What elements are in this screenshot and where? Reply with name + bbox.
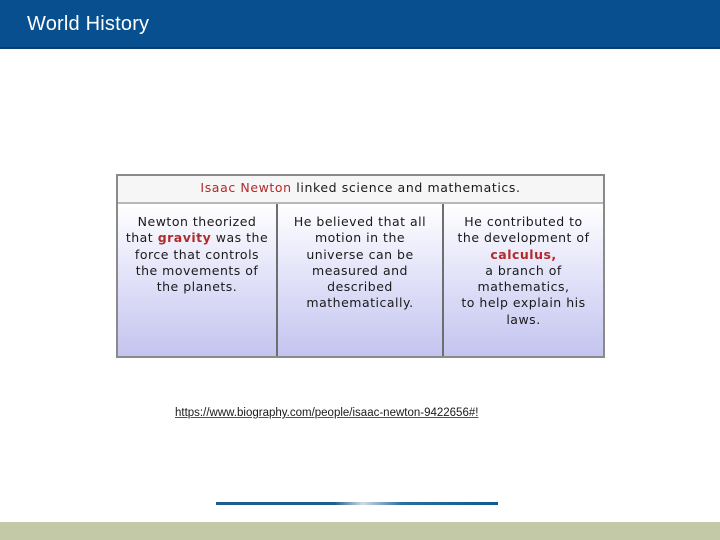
panel-line: described	[327, 279, 393, 295]
panel-line: to help explain his	[461, 295, 586, 311]
diagram-title	[118, 180, 603, 195]
panel-line: force that controls	[134, 246, 260, 262]
accent-line	[216, 502, 498, 505]
panel-motion	[278, 204, 444, 356]
panel-line: a branch of	[485, 262, 562, 278]
title-rest: linked science and mathematics.	[291, 180, 521, 195]
panel-line: the development of	[457, 230, 590, 246]
panel-calculus	[444, 204, 603, 356]
header-bar	[0, 0, 720, 49]
calculus-highlight: calculus,	[490, 246, 557, 262]
source-link[interactable]: https://www.biography.com/people/isaac-newton-9422656#!	[175, 407, 479, 419]
footer-bar	[0, 522, 720, 540]
slide-title: World History	[27, 13, 150, 35]
panel-line: He contributed to	[464, 214, 583, 229]
panel-line: mathematically.	[306, 295, 414, 311]
panel-line: the planets.	[156, 279, 238, 295]
panels	[118, 204, 603, 356]
panel-text: that	[125, 230, 158, 246]
panel-line: motion in the	[314, 230, 406, 246]
panel-line: measured and	[312, 262, 408, 278]
panel-line: laws.	[506, 311, 541, 327]
panel-line: the movements of	[135, 262, 259, 278]
panel-line: mathematics,	[477, 279, 570, 295]
panel-line: He believed that all	[293, 214, 427, 229]
title-highlight: Isaac Newton	[200, 180, 292, 195]
newton-diagram	[116, 174, 605, 358]
panel-gravity	[118, 204, 278, 356]
panel-line	[118, 230, 276, 246]
panel-text: was the	[211, 230, 269, 246]
gravity-highlight: gravity	[157, 230, 212, 246]
panel-line: universe can be	[306, 246, 414, 262]
panel-line: Newton theorized	[137, 214, 257, 229]
